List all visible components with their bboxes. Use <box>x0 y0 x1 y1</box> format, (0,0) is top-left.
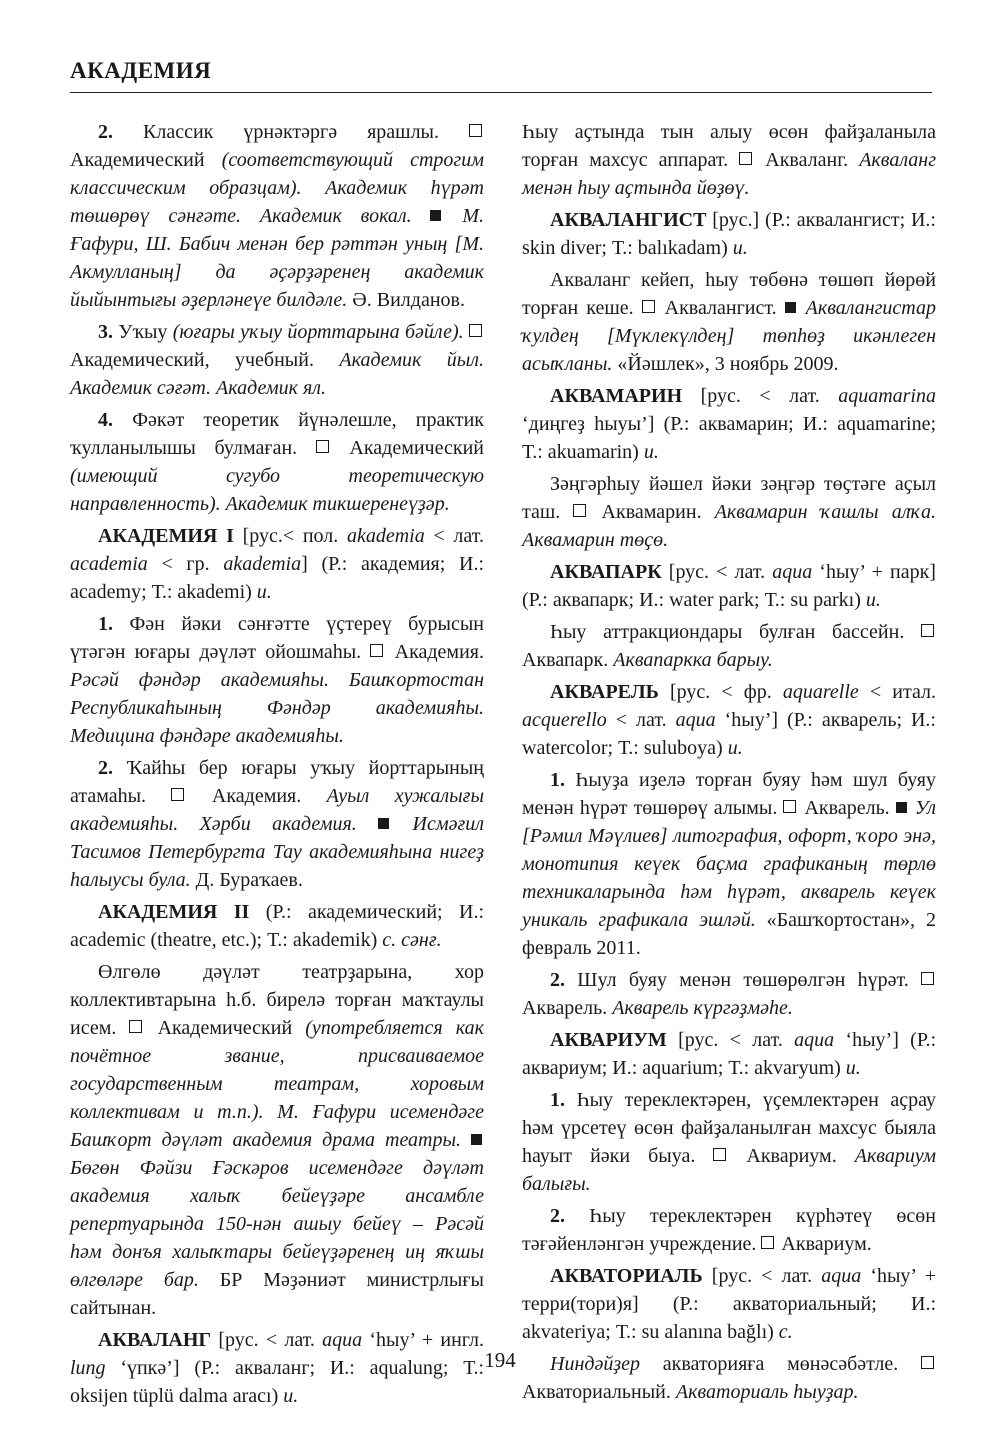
open-square-icon <box>370 644 383 657</box>
open-square-icon <box>129 1020 142 1033</box>
right-column <box>522 118 936 1410</box>
dictionary-paragraph <box>70 118 484 314</box>
sense-number: 4. <box>98 409 133 431</box>
example-text: (юғары уҡыу йорттарына бәйле). <box>172 321 464 343</box>
definition-text: Академия. <box>186 785 327 807</box>
dictionary-paragraph <box>70 406 484 518</box>
definition-text: Аквариум. <box>776 1233 872 1255</box>
definition-text: акваторияға мөнәсәбәтле. <box>640 1353 921 1375</box>
definition-text: Д. Бураҡаев. <box>190 869 303 891</box>
definition-text: Академический <box>144 1017 306 1039</box>
example-text: Акваториаль һыуҙар. <box>675 1381 859 1403</box>
open-square-icon <box>783 800 796 813</box>
dictionary-paragraph <box>70 898 484 954</box>
example-text: и. <box>283 1385 299 1407</box>
definition-text: < гр. <box>147 553 224 575</box>
example-text: (имеющий сугубо теоретическую направленность). Академик тикшеренеүҙәр. <box>70 465 484 515</box>
dictionary-paragraph <box>522 1086 936 1198</box>
headword: АКВАРЕЛЬ <box>550 681 670 703</box>
headword: АКАДЕМИЯ I <box>98 525 243 547</box>
dictionary-paragraph <box>70 318 484 402</box>
definition-text: Һыу тереклектәрен, үҫемлектәрен аҫрау һәм үрсетеү өсөн файҙаланылған махсус быяла һауыт йәки быуа. <box>522 1089 936 1167</box>
definition-text: Фәкәт теоретик йүнәлешле, практик ҡулланылышы булмаған. <box>70 409 484 459</box>
definition-text: [рус. < фр. <box>670 681 783 703</box>
filled-square-icon <box>896 802 907 813</box>
example-text: akademia <box>223 553 302 575</box>
example-text: aqua <box>794 1029 835 1051</box>
definition-text: Аквариум. <box>728 1145 855 1167</box>
definition-text: Акваториальный. <box>522 1381 676 1403</box>
example-text: Аквалангистар ҡулдең [Мүклекүлдең] төпһөҙ икәнлеген асыҡланы. <box>522 297 936 375</box>
example-text: lung <box>70 1357 106 1379</box>
dictionary-paragraph <box>522 558 936 614</box>
headword: АКВАЛАНГИСТ <box>550 209 713 231</box>
example-text: и. <box>845 1057 861 1079</box>
definition-text: Уҡыу <box>118 321 173 343</box>
example-text: aquarelle <box>782 681 859 703</box>
filled-square-icon <box>785 302 796 313</box>
definition-text: Һыу тереклектәрен күрһәтеү өсөн тәғәйенләнгән учреждение. <box>522 1205 936 1255</box>
definition-text: [рус. < лат. <box>668 561 773 583</box>
definition-text: Академический <box>330 437 484 459</box>
headword: АКВАРИУМ <box>550 1029 679 1051</box>
definition-text: [рус. < лат. <box>711 1265 822 1287</box>
page-number: 194 <box>484 1348 516 1372</box>
dictionary-paragraph <box>522 118 936 202</box>
dictionary-paragraph <box>522 678 936 762</box>
open-square-icon <box>469 324 482 337</box>
definition-text: ‘һыу’ + ингл. <box>362 1329 484 1351</box>
example-text: acquerello <box>522 709 607 731</box>
example-text: и. <box>865 589 881 611</box>
example-text: Аквапаркка барыу. <box>613 649 773 671</box>
definition-text: Акварель. <box>522 997 613 1019</box>
example-text: Аквариум балығы. <box>522 1145 936 1195</box>
example-text: (соответствующий строгим классическим образцам). Академик һүрәт төшөрөү сәнғәте. Академик вокал. <box>70 149 484 227</box>
example-text: Бөгөн Фәйзи Ғәскәров исемендәге дәүләт академия халыҡ бейеүҙәре ансамбле репертуарында 150-нән ашыу бейеү – Рәсәй һәм донъя халыҡтары бейеүҙәренең иң яҡшы өлгөләре бар. <box>70 1157 484 1291</box>
sense-number: 1. <box>550 769 576 791</box>
filled-square-icon <box>378 818 389 829</box>
open-square-icon <box>316 440 329 453</box>
example-text: Аквамарин ҡашлы алҡа. Аквамарин төҫө. <box>522 501 936 551</box>
definition-text: Шул буяу менән төшөрөлгән һүрәт. <box>577 969 921 991</box>
example-text: Академик йыл. Академик сәғәт. Академик ял. <box>70 349 484 399</box>
sense-number: 1. <box>98 613 130 635</box>
definition-text: Акварель. <box>798 797 896 819</box>
filled-square-icon <box>471 1134 482 1145</box>
example-text: Ауыл хужалығы академияһы. Хәрби академия. <box>70 785 484 835</box>
example-text: aqua <box>675 709 716 731</box>
example-text: akademia <box>346 525 425 547</box>
example-text: с. сәнғ. <box>382 929 442 951</box>
sense-number: 2. <box>550 969 578 991</box>
sense-number: 2. <box>98 121 143 143</box>
definition-text: ‘һыу’ + терри(тори)я] (Р.: акваториальный; И.: akvateriya; Т.: su alanına bağlı) <box>522 1265 936 1343</box>
definition-text: Классик үрнәктәргә ярашлы. <box>143 121 469 143</box>
open-square-icon <box>761 1236 774 1249</box>
headword: АКАДЕМИЯ II <box>98 901 266 923</box>
open-square-icon <box>469 124 482 137</box>
dictionary-paragraph <box>522 1262 936 1346</box>
dictionary-paragraph <box>70 958 484 1322</box>
definition-text: [рус. < лат. <box>700 385 839 407</box>
definition-text: Академический, учебный. <box>70 349 340 371</box>
open-square-icon <box>921 624 934 637</box>
definition-text: Ә. Вилданов. <box>347 289 465 311</box>
definition-text: ‘һыу’] (Р.: аквариум; И.: aquarium; Т.: akvaryum) <box>522 1029 936 1079</box>
example-text: Акваланг менән һыу аҫтында йөҙөү. <box>522 149 937 199</box>
example-text: Акварель күргәҙмәһе. <box>612 997 793 1019</box>
open-square-icon <box>171 788 184 801</box>
dictionary-paragraph <box>522 1026 936 1082</box>
dictionary-paragraph <box>522 266 936 378</box>
definition-text: Һыуҙа иҙелә торған буяу һәм шул буяу менән һүрәт төшөрөү алымы. <box>522 769 937 819</box>
definition-text: Ҡайһы бер юғары уҡыу йорттарының атамаһы. <box>70 757 485 807</box>
example-text: и. <box>643 441 659 463</box>
sense-number: 2. <box>98 757 127 779</box>
dictionary-paragraph <box>522 618 936 674</box>
definition-text: [рус. < лат. <box>218 1329 323 1351</box>
definition-text: [рус.< пол. <box>242 525 347 547</box>
headword: АКВАТОРИАЛЬ <box>550 1265 712 1287</box>
definition-text: [рус. < лат. <box>678 1029 795 1051</box>
dictionary-paragraph <box>522 766 936 962</box>
dictionary-paragraph <box>522 382 936 466</box>
definition-text: ‘һыу’] (Р.: акварель; И.: watercolor; Т.: suluboya) <box>522 709 936 759</box>
open-square-icon <box>739 152 752 165</box>
example-text: aqua <box>772 561 813 583</box>
dictionary-paragraph <box>522 470 936 554</box>
example-text: Ниндәйҙер <box>550 1353 641 1375</box>
open-square-icon <box>713 1148 726 1161</box>
sense-number: 2. <box>550 1205 590 1227</box>
example-text: и. <box>256 581 272 603</box>
example-text: (употребляется как почётное звание, присваиваемое государственным театрам, хоровым коллективам и т.п.). М. Ғафури исемендәге Башҡорт дәүләт академия драма театры. <box>70 1017 484 1151</box>
dictionary-paragraph <box>70 610 484 750</box>
example-text: и. <box>732 237 748 259</box>
header-rule <box>70 92 932 93</box>
definition-text: ‘һыу’ + парк] (Р.: аквапарк; И.: water park; Т.: su parkı) <box>522 561 936 611</box>
definition-text: Академия. <box>385 641 484 663</box>
running-header: АКАДЕМИЯ <box>70 58 212 83</box>
dictionary-paragraph <box>522 966 936 1022</box>
definition-text: Акваланг. <box>754 149 860 171</box>
example-text: с. <box>778 1321 793 1343</box>
example-text: Исмәғил Тасимов Петербургта Тау академияһына нигеҙ һалыусы була. <box>70 813 484 891</box>
example-text: Рәсәй фәндәр академияһы. Башҡортостан Республикаһының Фәндәр академияһы. Медицина фәндәре академияһы. <box>70 669 484 747</box>
headword: АКВАПАРК <box>550 561 669 583</box>
definition-text: [рус.] (Р.: аквалангист; И.: skin diver; Т.: balıkadam) <box>522 209 936 259</box>
definition-text: БР Мәҙәниәт министрлығы сайтынан. <box>70 1269 484 1319</box>
example-text: aqua <box>821 1265 862 1287</box>
filled-square-icon <box>430 210 441 221</box>
open-square-icon <box>921 972 934 985</box>
definition-text: Зәңгәрһыу йәшел йәки зәңгәр төҫтәге аҫыл таш. <box>522 473 936 523</box>
sense-number: 3. <box>98 321 119 343</box>
definition-text: Аквалангист. <box>656 297 785 319</box>
definition-text: (Р.: академический; И.: academic (theatre, etc.); Т.: akademik) <box>70 901 484 951</box>
definition-text: «Башҡортостан», 2 февраль 2011. <box>522 909 936 959</box>
definition-text: < итал. <box>858 681 937 703</box>
definition-text: ‘диңгеҙ һыуы’] (Р.: аквамарин; И.: aquamarine; Т.: akuamarin) <box>522 413 936 463</box>
definition-text: < лат. <box>606 709 676 731</box>
headword: АКВАЛАНГ <box>98 1329 219 1351</box>
example-text: aquamarina <box>838 385 936 407</box>
dictionary-paragraph <box>522 206 936 262</box>
example-text: и. <box>727 737 743 759</box>
sense-number: 1. <box>550 1089 577 1111</box>
dictionary-paragraph <box>522 1202 936 1258</box>
definition-text: Фән йәки сәнғәтте үҫтереү бурысын үтәгән юғары дәүләт ойошмаһы. <box>70 613 485 663</box>
dictionary-paragraph <box>70 754 484 894</box>
definition-text: Һыу аҫтында тын алыу өсөн файҙаланыла торған махсус аппарат. <box>522 121 936 171</box>
definition-text: Акваланг кейеп, һыу төбөнә төшөп йөрөй торған кеше. <box>522 269 936 319</box>
definition-text: < лат. <box>424 525 484 547</box>
definition-text: Аквапарк. <box>522 649 614 671</box>
dictionary-paragraph <box>70 522 484 606</box>
open-square-icon <box>573 504 586 517</box>
example-text: Ул [Рәмил Мәүлиев] литография, офорт, ҡоро энә, монотипия кеүек баҫма графиканың төрлө техникаларында һәм һүрәт, акварель кеүек уникаль графикала эшләй. <box>522 797 937 931</box>
definition-text: ] (Р.: академия; И.: academy; Т.: akademi) <box>70 553 485 603</box>
open-square-icon <box>642 300 655 313</box>
definition-text: Академический <box>70 149 222 171</box>
definition-text: Һыу аттракциондары булған бассейн. <box>550 621 921 643</box>
headword: АКВАМАРИН <box>550 385 701 407</box>
example-text: academia <box>70 553 148 575</box>
example-text: М. Ғафури, Ш. Бабич менән бер рәттән уның [М. Акмулланың] да әҫәрҙәренең академик йыйынтығы әҙерләнеүе билдәле. <box>70 205 484 311</box>
definition-text: ‘үпкә’] (Р.: акваланг; И.: aqualung; Т.: oksijen tüplü dalma aracı) <box>70 1357 484 1407</box>
definition-text: «Йәшлек», 3 ноябрь 2009. <box>612 353 839 375</box>
example-text: aqua <box>322 1329 363 1351</box>
definition-text: Аквамарин. <box>588 501 715 523</box>
left-column <box>70 118 484 1414</box>
definition-text: Өлгөлө дәүләт театрҙарына, хор коллективтарына һ.б. бирелә торған маҡтаулы исем. <box>70 961 484 1039</box>
